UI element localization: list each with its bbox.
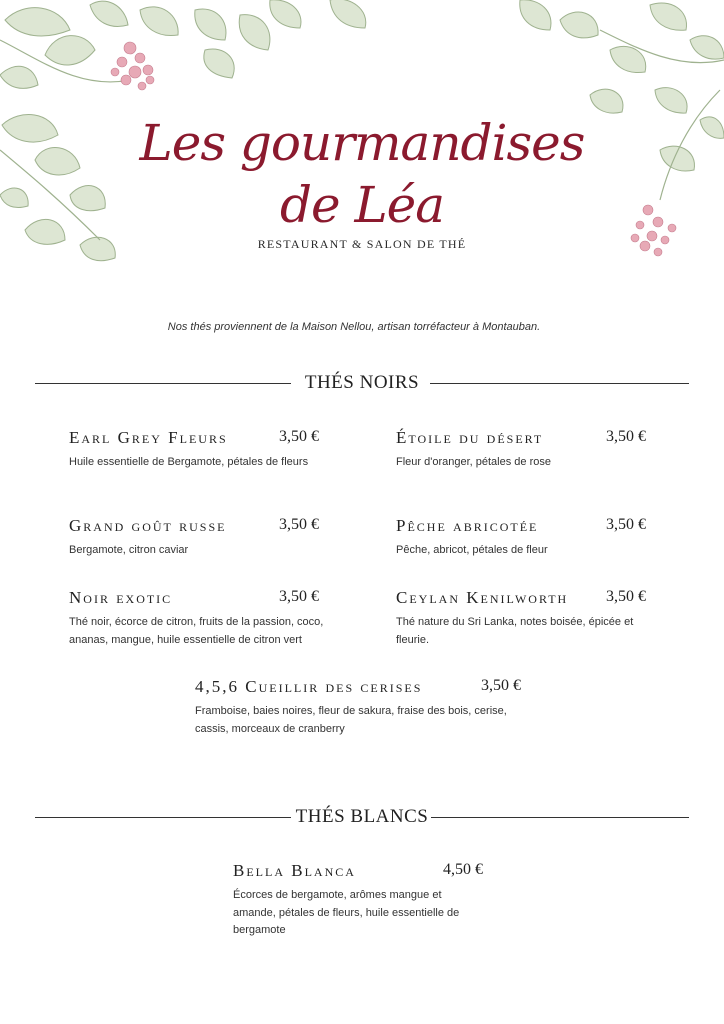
item-price: 3,50 € bbox=[481, 677, 521, 694]
intro-text: Nos thés proviennent de la Maison Nellou, artisan torréfacteur à Montauban. bbox=[167, 321, 541, 333]
item-price: 3,50 € bbox=[606, 516, 646, 533]
item-description: Fleur d'oranger, pétales de rose bbox=[396, 456, 551, 468]
section-header-thes-noirs bbox=[35, 371, 689, 395]
item-name: 4,5,6 Cueillir des cerises bbox=[195, 677, 423, 696]
leaf-icon bbox=[45, 36, 95, 65]
restaurant-title-line2: de Léa bbox=[279, 176, 445, 234]
item-name: Bella Blanca bbox=[233, 861, 356, 880]
item-price: 3,50 € bbox=[279, 516, 319, 533]
item-description: Bergamote, citron caviar bbox=[69, 544, 189, 556]
leaf-icon bbox=[239, 15, 270, 50]
leaf-icon bbox=[520, 0, 551, 30]
item-name: Ceylan Kenilworth bbox=[396, 588, 569, 607]
item-name: Earl Grey Fleurs bbox=[69, 428, 228, 447]
item-price: 3,50 € bbox=[279, 588, 319, 605]
item-name: Grand goût russe bbox=[69, 516, 227, 535]
item-price: 3,50 € bbox=[279, 428, 319, 445]
leaf-icon bbox=[560, 12, 598, 38]
section-title: THÉS NOIRS bbox=[304, 372, 420, 393]
leaf-icon bbox=[610, 46, 646, 72]
restaurant-subtitle: RESTAURANT & SALON DE THÉ bbox=[257, 237, 467, 251]
leaf-icon bbox=[590, 89, 623, 113]
item-price: 3,50 € bbox=[606, 428, 646, 445]
item-description: Écorces de bergamote, arômes mangue et amande, pétales de fleurs, huile essentielle de bergamote bbox=[233, 889, 460, 936]
leaf-icon bbox=[195, 9, 226, 40]
leaf-icon bbox=[0, 66, 38, 88]
leaf-icon bbox=[140, 7, 178, 36]
item-description: Pêche, abricot, pétales de fleur bbox=[396, 544, 548, 556]
leaf-icon bbox=[650, 3, 687, 30]
divider-line bbox=[431, 817, 689, 818]
leaf-icon bbox=[655, 88, 687, 113]
section-header-thes-blancs bbox=[35, 805, 689, 829]
item-price: 4,50 € bbox=[443, 861, 483, 878]
divider-line bbox=[430, 383, 689, 384]
leaf-icon bbox=[330, 0, 366, 28]
leaf-icon bbox=[690, 36, 724, 59]
restaurant-title-line1: Les gourmandises bbox=[139, 114, 585, 172]
item-name: Noir exotic bbox=[69, 588, 173, 607]
item-price: 3,50 € bbox=[606, 588, 646, 605]
leaf-icon bbox=[90, 1, 128, 26]
section-title: THÉS BLANCS bbox=[295, 806, 429, 827]
item-description: Thé noir, écorce de citron, fruits de la passion, coco, ananas, mangue, huile essentielle de citron vert bbox=[69, 616, 324, 646]
item-description: Huile essentielle de Bergamote, pétales de fleurs bbox=[69, 456, 309, 468]
blossom-icon bbox=[111, 42, 154, 90]
leaf-icon bbox=[5, 8, 70, 36]
item-name: Pêche abricotée bbox=[396, 516, 539, 535]
item-description: Framboise, baies noires, fleur de sakura, fraise des bois, cerise, cassis, morceaux de cranberry bbox=[195, 705, 507, 735]
item-name: Étoile du désert bbox=[396, 428, 544, 447]
leaf-icon bbox=[204, 49, 234, 78]
item-description: Thé nature du Sri Lanka, notes boisée, épicée et fleurie. bbox=[396, 616, 634, 646]
leaf-icon bbox=[270, 0, 301, 28]
